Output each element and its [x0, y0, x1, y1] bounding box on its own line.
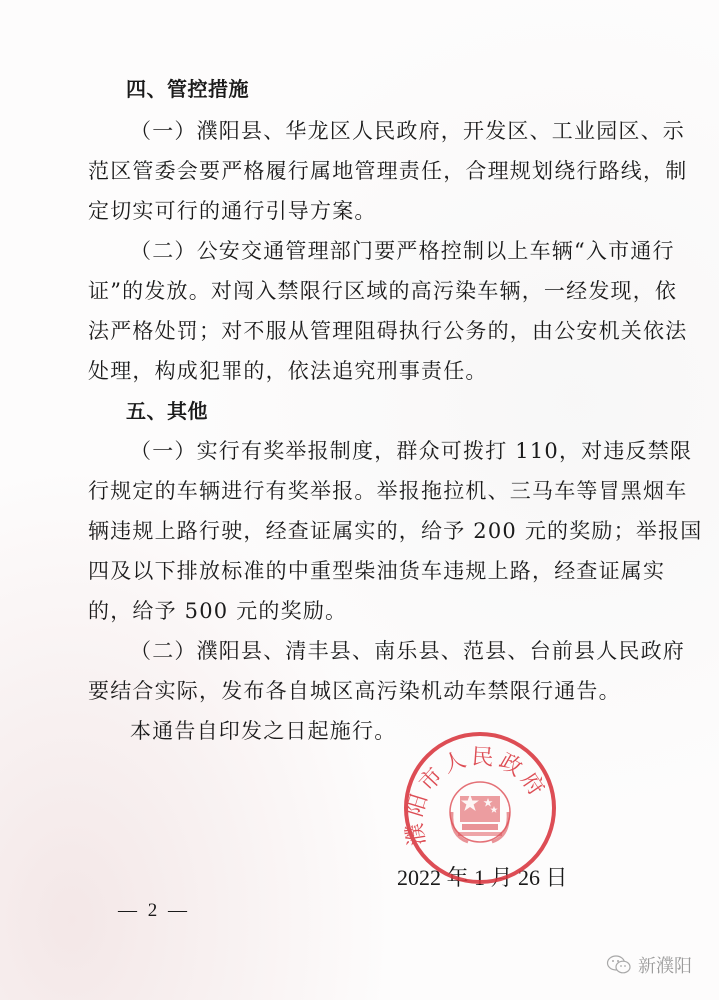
- paragraph-line: 定切实可行的通行引导方案。: [88, 199, 377, 223]
- paragraph-line: 要结合实际，发布各自城区高污染机动车禁限行通告。: [88, 679, 621, 703]
- paragraph-line: （二）公安交通管理部门要严格控制以上车辆“入市通行: [130, 239, 675, 263]
- national-emblem-icon: [450, 782, 510, 842]
- section-heading-control-measures: 四、管控措施: [126, 77, 249, 101]
- section-heading-other: 五、其他: [126, 399, 208, 423]
- paragraph-line: 范区管委会要严格履行属地管理责任，合理规划绕行路线，制: [88, 159, 688, 183]
- paragraph-line: （一）实行有奖举报制度，群众可拨打 110，对违反禁限: [130, 439, 693, 463]
- closing-statement: 本通告自印发之日起施行。: [130, 719, 397, 743]
- wechat-icon: [606, 954, 632, 976]
- paragraph-line: 处理，构成犯罪的，依法追究刑事责任。: [88, 359, 488, 383]
- watermark-label: 新濮阳: [638, 956, 692, 977]
- paragraph-line: 的，给予 500 元的奖励。: [88, 599, 348, 623]
- paragraph-line: 证”的发放。对闯入禁限行区域的高污染车辆，一经发现，依: [88, 279, 678, 303]
- paragraph-line: 行规定的车辆进行有奖举报。举报拖拉机、三马车等冒黑烟车: [88, 479, 688, 503]
- issue-date: 2022 年 1 月 26 日: [397, 865, 568, 890]
- page-number: — 2 —: [118, 900, 190, 921]
- paragraph-line: 四及以下排放标准的中重型柴油货车违规上路，经查证属实: [88, 559, 666, 583]
- paragraph-line: 辆违规上路行驶，经查证属实的，给予 200 元的奖励；举报国: [88, 519, 703, 543]
- paragraph-line: 法严格处罚；对不服从管理阻碍执行公务的，由公安机关依法: [88, 319, 688, 343]
- seal-stamp-icon: [400, 728, 560, 888]
- paragraph-line: （一）濮阳县、华龙区人民政府，开发区、工业园区、示: [130, 119, 685, 143]
- source-watermark: [606, 952, 692, 978]
- paragraph-line: （二）濮阳县、清丰县、南乐县、范县、台前县人民政府: [130, 639, 685, 663]
- svg-text:濮阳市人民政府: 濮阳市人民政府: [401, 744, 551, 848]
- official-seal: [400, 728, 560, 888]
